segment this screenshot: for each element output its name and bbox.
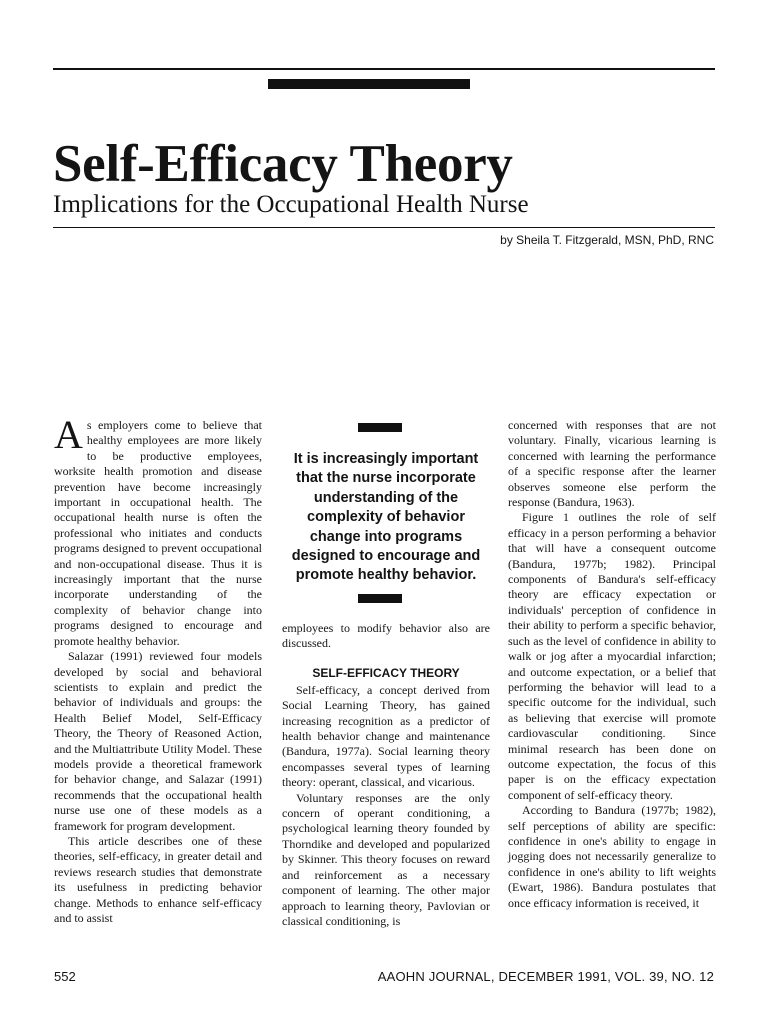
body-paragraph: Salazar (1991) reviewed four models developed by social and behavioral scientists to explain and predict the behavior of individuals and groups: the Health Belief Model, Self-Efficacy Theory, the Theory of Reasoned Action, and the Multiattribute Utility Model. These models provide a theoretical framework for behavior change, and Salazar (1991) recommends that the occupational health nurse use one of these models as a framework for program development. (54, 649, 262, 833)
column-2 (282, 621, 490, 929)
pull-quote-bottom-bar (358, 594, 402, 603)
byline: by Sheila T. Fitzgerald, MSN, PhD, RNC (500, 233, 714, 247)
section-heading: SELF-EFFICACY THEORY (312, 665, 460, 680)
pull-quote-top-bar (358, 423, 402, 432)
body-paragraph: Figure 1 outlines the role of self efficacy in a person performing a behavior that will have a consequent outcome (Bandura, 1977b; 1982). Principal components of Bandura's self-efficacy theory are efficacy expectation or individuals' perception of confidence in their ability to perform a specific behavior, such as the level of confidence in ability to walk or jog after a myocardial infarction; and outcome expectation, or a belief that performing the behavior will lead to a specific outcome for the individual, such as believing that exercise will promote cardiovascular conditioning. Since minimal research has been done on outcome expectation, the focus of this paper is on the efficacy expectation component of self-efficacy theory. (508, 510, 716, 802)
body-paragraph: concerned with responses that are not voluntary. Finally, vicarious learning is concerned with learning the performance of a specific response after the learner observes someone else perform the response (Bandura, 1963). (508, 418, 716, 510)
body-paragraph: Voluntary responses are the only concern of operant conditioning, a psychological learning theory founded by Thorndike and developed and popularized by Skinner. This theory focuses on reward and reinforcement as a necessary component of learning. The other major approach to learning theory, Pavlovian or classical conditioning, is (282, 790, 490, 928)
journal-citation: AAOHN JOURNAL, DECEMBER 1991, VOL. 39, NO. 12 (377, 969, 714, 984)
title-rule (53, 227, 715, 228)
body-paragraph: This article describes one of these theories, self-efficacy, in greater detail and reviews research studies that demonstrate its usefulness in predicting behavior change. Methods to enhance self-efficacy and to assist (54, 833, 262, 925)
column-3 (508, 418, 716, 911)
top-accent-bar (268, 79, 470, 89)
intro-paragraph (54, 412, 262, 649)
column-1 (54, 412, 262, 926)
body-paragraph: Self-efficacy, a concept derived from Social Learning Theory, has gained increasing recognition as a predictor of health behavior change and maintenance (Bandura, 1977a). Social learning theory encompasses several types of learning theory: operant, classical, and vicarious. (282, 682, 490, 790)
drop-cap: A (54, 412, 83, 457)
article-subtitle: Implications for the Occupational Health Nurse (53, 191, 529, 218)
body-paragraph: employees to modify behavior also are discussed. (282, 621, 490, 651)
top-rule (53, 68, 715, 70)
article-title: Self-Efficacy Theory (53, 135, 513, 193)
page-number: 552 (54, 969, 76, 984)
pull-quote: It is increasingly important that the nurse incorporate understanding of the complexity of behavior change into programs designed to encourage and promote healthy behavior. (291, 451, 481, 584)
body-paragraph: According to Bandura (1977b; 1982), self perceptions of ability are specific: confidence in one's ability to engage in jogging does not necessarily generalize to confidence in one's ability to lift weights (Ewart, 1986). Bandura postulates that once efficacy information is received, it (508, 803, 716, 910)
intro-text: s employers come to believe that healthy employees are more likely to be productive employees, worksite health promotion and disease prevention have become increasingly important in occupational health. The occupational health nurse is often the professional who initiates and conducts programs designed to prevent occupational and non-occupational disease. Thus it is increasingly important that the nurse incorporate understanding of the complexity of behavior change into programs designed to encourage and promote healthy behavior. (54, 418, 262, 648)
